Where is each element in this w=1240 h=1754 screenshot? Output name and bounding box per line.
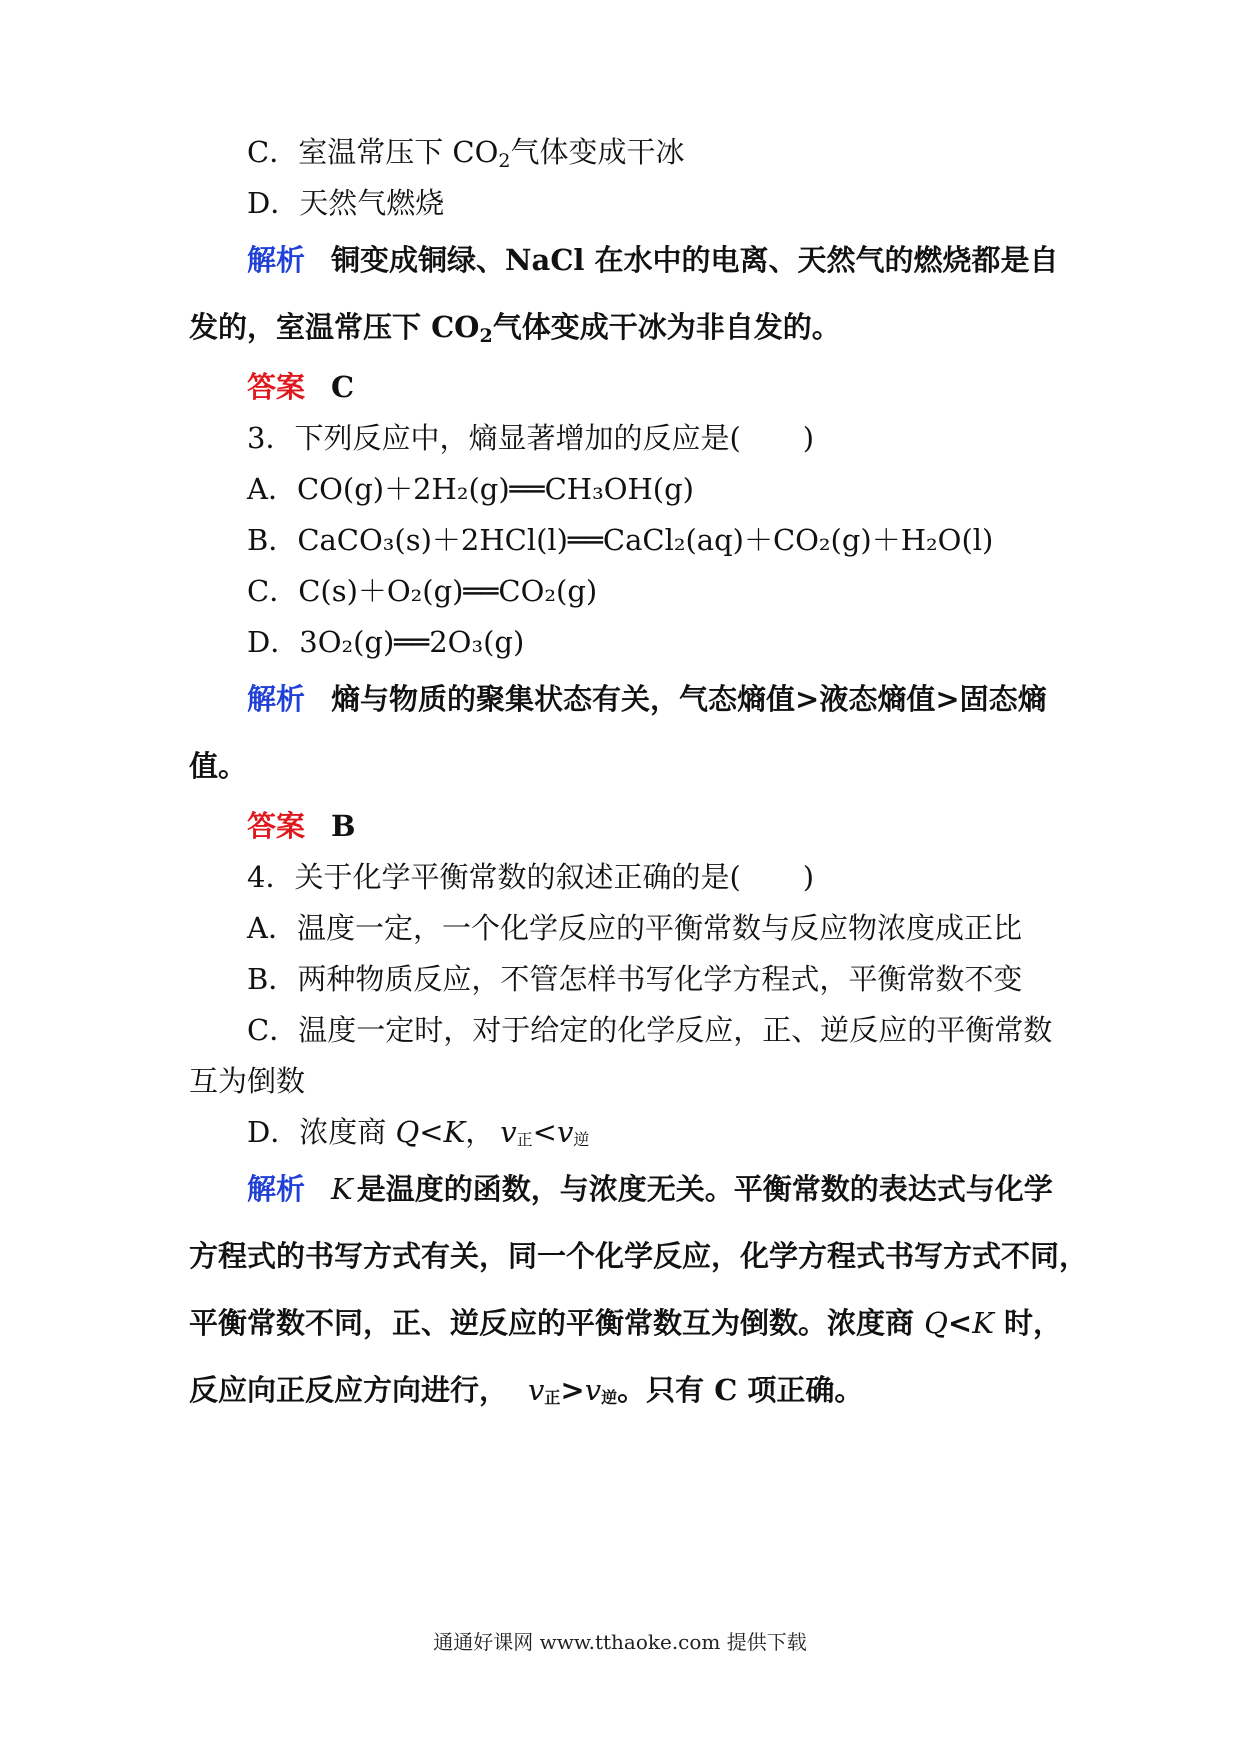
option-text: C(s)＋O₂(g)══CO₂(g) — [298, 574, 598, 608]
answer-tag: 答案 — [247, 370, 306, 404]
q4-option-b — [247, 959, 1022, 999]
q4-analysis-line4 — [189, 1370, 863, 1418]
analysis-text: 平衡常数不同，正、逆反应的平衡常数互为倒数。浓度商 — [189, 1306, 925, 1340]
question-stem: 3．下列反应中，熵显著增加的反应是( — [247, 421, 741, 455]
q3-answer — [247, 806, 356, 846]
analysis-text: 是温度的函数，与浓度无关。平衡常数的表达式与化学 — [356, 1172, 1053, 1206]
q3-option-d — [247, 622, 524, 662]
stem-close: ) — [802, 421, 815, 455]
analysis-text: 熵与物质的聚集状态有关，气态熵值>液态熵值>固态熵 — [331, 682, 1047, 716]
subscript-forward: 正 — [516, 1130, 533, 1149]
q2-option-c — [247, 132, 685, 172]
q2-analysis-line1 — [247, 240, 1059, 280]
var-q: Q — [924, 1306, 948, 1340]
q2-option-d — [247, 183, 444, 223]
q4-option-d — [247, 1112, 589, 1160]
analysis-text: 发的，室温常压下 CO — [189, 310, 480, 344]
analysis-text: 铜变成铜绿、NaCl 在水中的电离、天然气的燃烧都是自 — [331, 243, 1059, 277]
subscript: 2 — [479, 325, 493, 347]
option-text: 温度一定时，对于给定的化学反应，正、逆反应的平衡常数 — [298, 1013, 1053, 1047]
option-label: A． — [247, 472, 297, 506]
option-text: 温度一定，一个化学反应的平衡常数与反应物浓度成正比 — [296, 911, 1022, 945]
var-k: K — [443, 1115, 466, 1149]
answer-value: C — [331, 370, 355, 404]
q3-stem — [247, 418, 814, 458]
option-label: D． — [247, 186, 300, 220]
option-label: C． — [247, 1013, 299, 1047]
option-text: CO(g)＋2H₂(g)══CH₃OH(g) — [296, 472, 694, 506]
var-v: v — [528, 1373, 545, 1407]
stem-close: ) — [802, 860, 815, 894]
var-q: Q — [395, 1115, 420, 1149]
subscript-reverse: 逆 — [573, 1130, 590, 1149]
page-footer: 通通好课网 www.tthaoke.com 提供下载 — [433, 1630, 807, 1654]
greater-than: > — [560, 1373, 585, 1407]
option-label: D． — [247, 625, 300, 659]
option-text: 两种物质反应，不管怎样书写化学方程式，平衡常数不变 — [297, 962, 1023, 996]
analysis-tag: 解析 — [247, 682, 306, 716]
var-k: K — [972, 1306, 994, 1340]
q3-analysis-line2 — [189, 746, 247, 786]
answer-value: B — [331, 809, 356, 843]
less-than: < — [419, 1115, 444, 1149]
option-text: 3O₂(g)══2O₃(g) — [299, 625, 525, 659]
q3-analysis-line1 — [247, 679, 1047, 719]
question-stem: 4．关于化学平衡常数的叙述正确的是( — [247, 860, 741, 894]
q3-option-a — [247, 469, 694, 509]
option-text: CaCO₃(s)＋2HCl(l)══CaCl₂(aq)＋CO₂(g)＋H₂O(l) — [297, 523, 994, 557]
analysis-text: 。只有 C 项正确。 — [617, 1373, 864, 1407]
analysis-tag: 解析 — [247, 243, 306, 277]
analysis-tag: 解析 — [247, 1172, 306, 1206]
analysis-text: 方程式的书写方式有关，同一个化学反应，化学方程式书写方式不同， — [189, 1239, 1089, 1273]
q3-option-b — [247, 520, 993, 560]
option-label: C． — [247, 574, 299, 608]
q4-analysis-line3 — [189, 1303, 1062, 1343]
analysis-text: 气体变成干冰为非自发的。 — [492, 310, 841, 344]
option-label: B． — [247, 962, 298, 996]
option-label: D． — [247, 1115, 300, 1149]
subscript: 2 — [498, 150, 511, 172]
analysis-text: 值。 — [189, 749, 248, 783]
var-v: v — [556, 1115, 574, 1149]
q2-answer — [247, 367, 354, 407]
q4-analysis-line1 — [247, 1169, 1053, 1209]
option-text: 互为倒数 — [189, 1064, 306, 1098]
option-label: A． — [247, 911, 297, 945]
var-k: K — [331, 1172, 353, 1206]
analysis-text: 反应向正反应方向进行， — [189, 1373, 509, 1407]
option-label: C． — [247, 135, 299, 169]
subscript-forward: 正 — [544, 1388, 561, 1407]
var-v: v — [584, 1373, 602, 1407]
less-than: < — [532, 1115, 557, 1149]
option-text: 浓度商 — [299, 1115, 396, 1149]
analysis-text: 时， — [993, 1306, 1062, 1340]
option-label: B． — [247, 523, 298, 557]
q2-analysis-line2 — [189, 307, 841, 347]
q4-option-c-line1 — [247, 1010, 1052, 1050]
comma: ， — [465, 1115, 495, 1149]
q4-stem — [247, 857, 814, 897]
answer-tag: 答案 — [247, 809, 306, 843]
option-text: 室温常压下 CO — [298, 135, 499, 169]
subscript-reverse: 逆 — [601, 1388, 618, 1407]
less-than: < — [947, 1306, 973, 1340]
var-v: v — [500, 1115, 517, 1149]
q4-option-a — [247, 908, 1022, 948]
option-text: 天然气燃烧 — [299, 186, 445, 220]
q4-analysis-line2 — [189, 1236, 1088, 1276]
q4-option-c-line2 — [189, 1061, 305, 1101]
q3-option-c — [247, 571, 597, 611]
option-text: 气体变成干冰 — [510, 135, 685, 169]
